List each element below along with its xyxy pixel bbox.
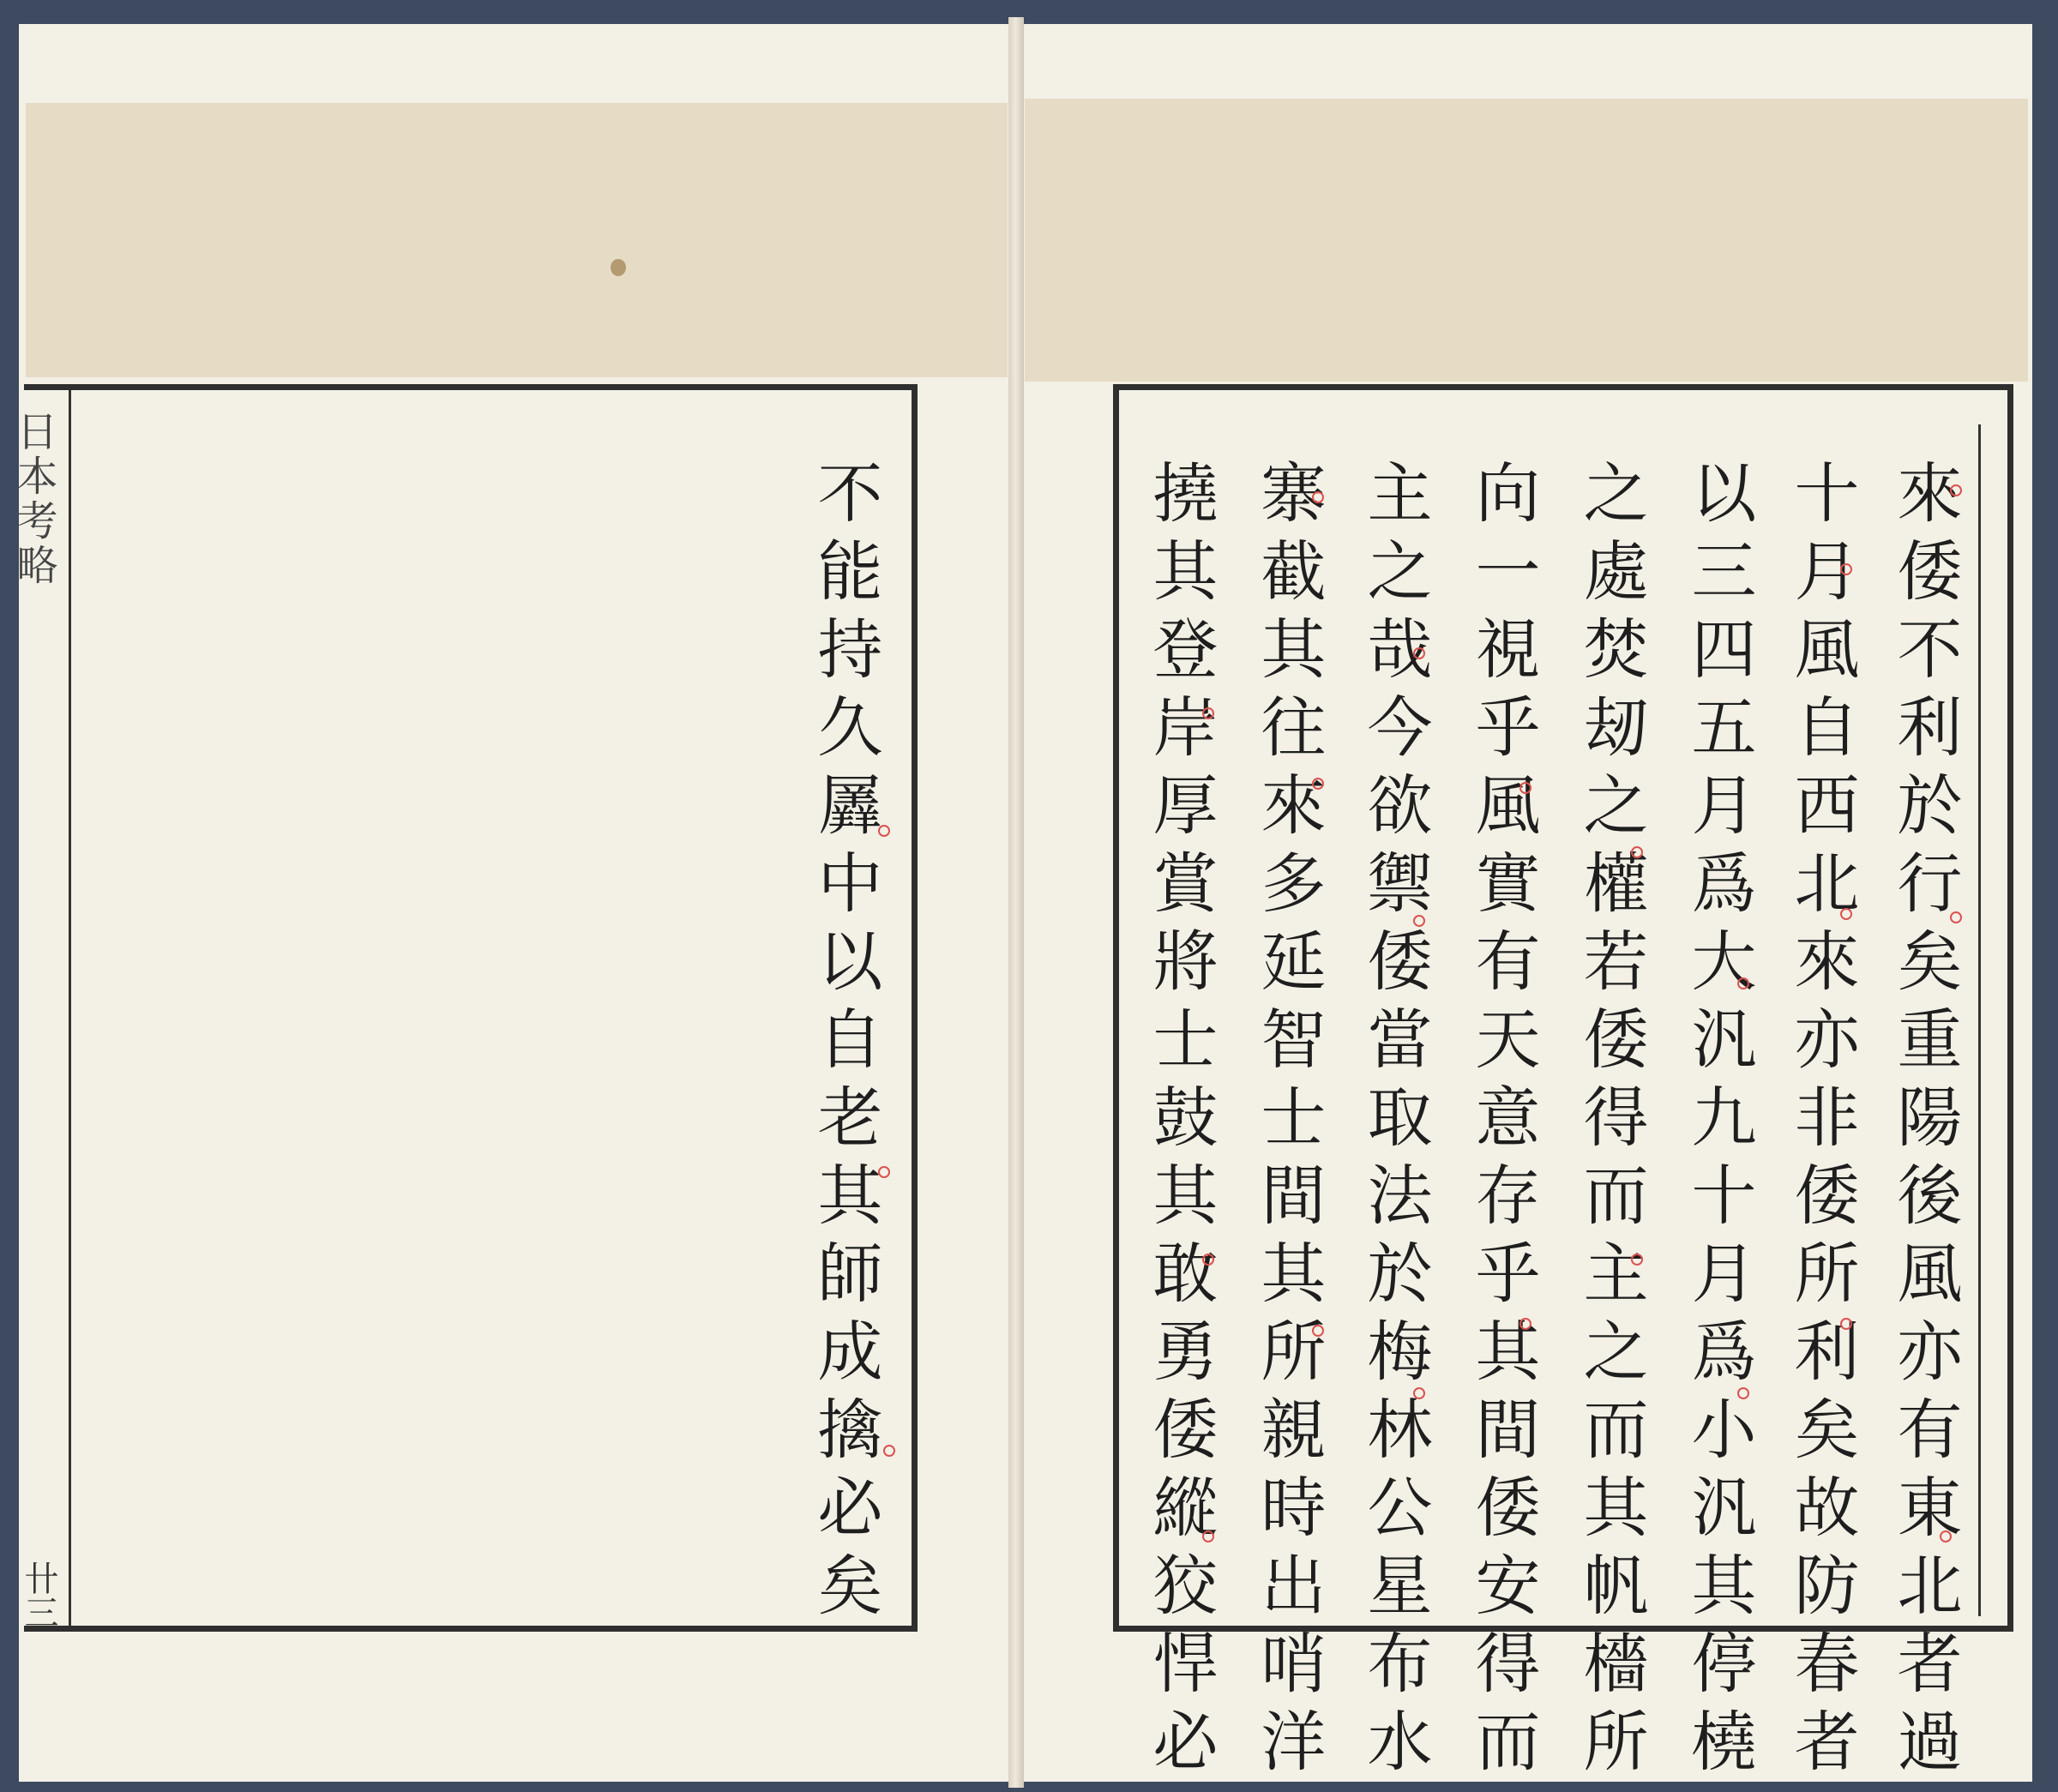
punctuation-mark [1631,1254,1643,1266]
punctuation-mark [1413,915,1425,927]
right-text-column-1: 來倭不利於行矣重陽後風亦有東北者過 [1886,459,1963,1785]
right-text-column-2: 十月風自西北來亦非倭所利矣故防春者 [1784,459,1860,1785]
punctuation-mark [1519,782,1531,794]
punctuation-mark [1202,1530,1214,1542]
punctuation-mark [1950,911,1962,923]
right-margin-rule [1978,424,1981,1616]
left-text-frame [9,384,918,1632]
left-text-column-1: 不能持久羼中以自老其師成擒必矣 [807,459,883,1629]
punctuation-mark [1950,484,1962,496]
right-page-water-stain [1025,99,2028,382]
punctuation-mark [1737,977,1749,989]
book-gutter [1008,17,1024,1788]
punctuation-mark [1312,491,1324,503]
spine-title: 日本考略 [9,410,57,588]
punctuation-mark [1840,1318,1852,1330]
punctuation-mark [883,1445,895,1457]
left-margin-rule [69,390,71,1627]
punctuation-mark [1940,1530,1952,1542]
right-text-column-7: 寨截其往來多延智士間其所親時出哨洋 [1250,459,1327,1785]
foxing-spot [611,259,626,276]
right-text-column-8: 撓其登岸厚賞將士鼓其敢勇倭縱狡悍必 [1142,459,1219,1785]
right-text-column-5: 向一視乎風實有天意存乎其間倭安得而 [1465,459,1541,1785]
punctuation-mark [1737,1387,1749,1399]
leaf-number: 卄三 [19,1560,58,1629]
punctuation-mark [1519,1318,1531,1330]
punctuation-mark [1312,1325,1324,1337]
right-text-column-3: 以三四五月爲大汎九十月爲小汎其停橈 [1681,459,1757,1785]
punctuation-mark [878,1166,890,1178]
punctuation-mark [1631,846,1643,858]
punctuation-mark [1840,908,1852,920]
left-page-water-stain [26,103,1008,377]
punctuation-mark [878,825,890,837]
punctuation-mark [1413,1387,1425,1399]
punctuation-mark [1312,778,1324,790]
punctuation-mark [1413,647,1425,659]
punctuation-mark [1202,707,1214,719]
right-text-column-4: 之處焚刼之權若倭得而主之而其帆檣所 [1573,459,1649,1785]
right-text-column-6: 主之哉今欲禦倭當取法於梅林公星布水 [1357,459,1433,1785]
punctuation-mark [1840,563,1852,575]
punctuation-mark [1202,1254,1214,1266]
